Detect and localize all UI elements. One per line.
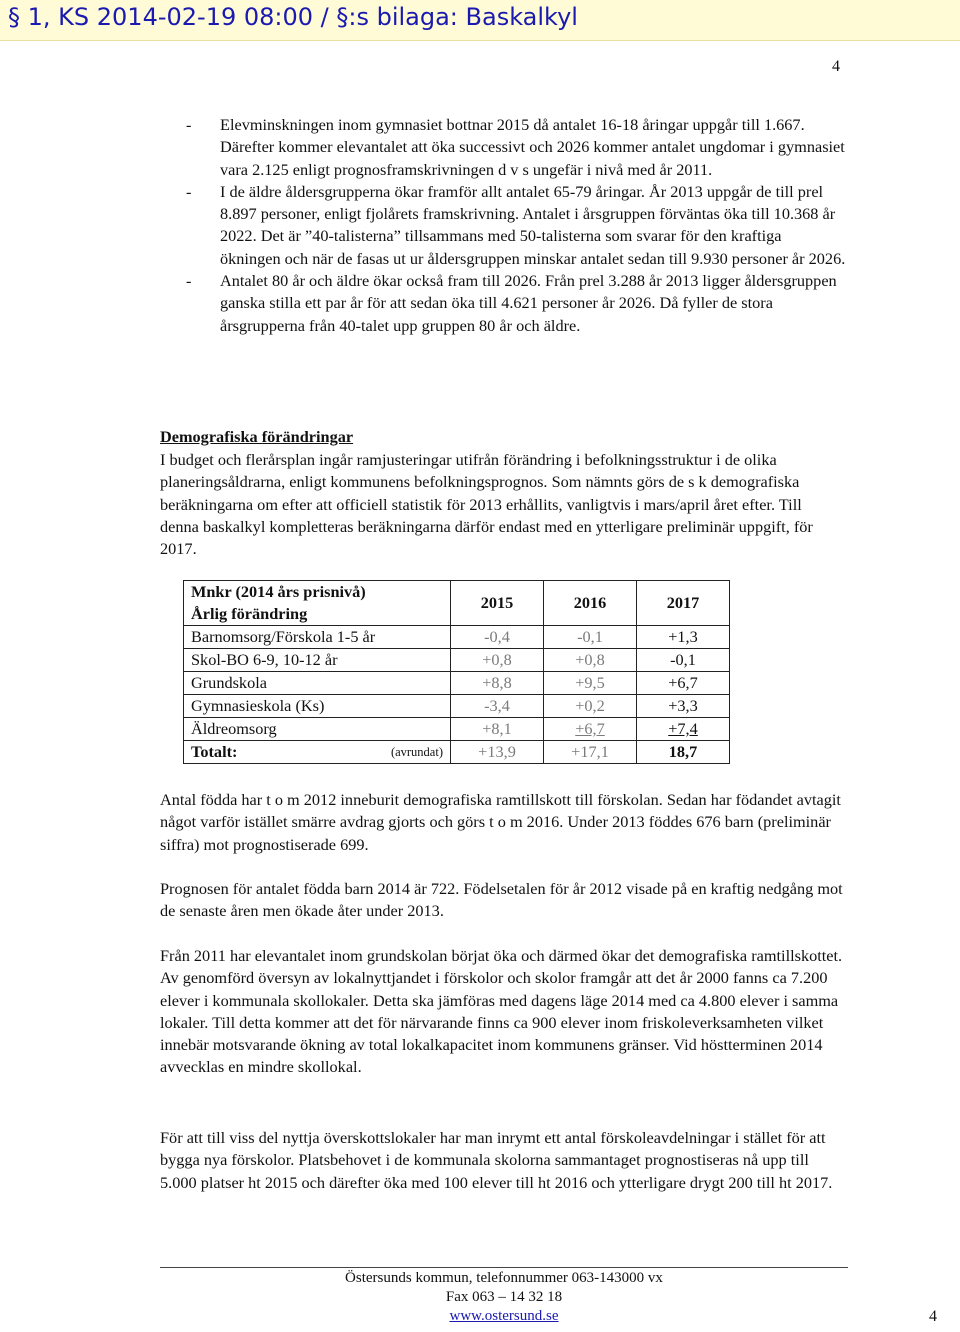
cell-2017: +7,4 [637, 718, 730, 741]
browser-tab-bar [0, 0, 960, 41]
header-line-1: Mnkr (2014 års prisnivå) [191, 582, 366, 601]
page-number-top: 4 [832, 58, 840, 75]
table-header-row [184, 581, 730, 626]
row-label: Gymnasieskola (Ks) [184, 695, 451, 718]
cell-2015: -0,4 [451, 626, 544, 649]
paragraph: För att till viss del nyttja överskottslokaler har man inrymt ett antal förskoleavdelningar i stället för att bygga nya förskolor. Platsbehovet i de kommunala skolorna sammantaget prognostiseras nå upp till 5.000 platser ht 2015 och därefter öka med 100 elever till ht 2016 och ytterligare drygt 200 till ht 2017. [160, 1128, 833, 1192]
page-number-bottom: 4 [929, 1308, 937, 1325]
bullet-item: - Elevminskningen inom gymnasiet bottnar 2015 då antalet 16-18 åringar uppgår till 1.667. Därefter kommer elevantalet att öka successivt och 2026 kommer antalet ungdomar i gymnasiet vara 2.125 enligt prognosframskrivningen d v s ungefär i nivå med år 2011. [186, 114, 846, 181]
table-row [184, 626, 730, 649]
paragraph: Antal födda har t o m 2012 inneburit demografiska ramtillskott till förskolan. Sedan har födandet avtagit något varför istället smärre avdrag gjorts och görs t o m 2016. Under 2013 föddes 676 barn (preliminär siffra) mot prognostiserade 699. [160, 790, 841, 854]
section-intro: I budget och flerårsplan ingår ramjusteringar utifrån förändring i befolkningsstruktur i de olika planeringsåldrarna, enligt kommunens befolkningsprognos. Som nämnts görs de s k demografiska beräkningarna om efter att officiell statistik för 2013 erhållits, vanligtvis i mars/april året efter. Till denna baskalkyl kompletteras beräkningarna därför endast med en ytterligare preliminär uppgift, för 2017. [160, 450, 813, 559]
table-total-row [184, 741, 730, 764]
bullet-item: - Antalet 80 år och äldre ökar också fram till 2026. Från prel 3.288 år 2013 ligger åldersgruppen ganska stilla ett par år för att sedan öka till 4.621 personer år 2026. Då fyller de stora årsgrupperna från 40-talet upp gruppen 80 år och äldre. [186, 270, 846, 337]
footer-contact: Östersunds kommun, telefonnummer 063-143000 vx [345, 1270, 663, 1286]
total-note: (avrundat) [390, 745, 443, 759]
year-header: 2016 [544, 581, 637, 626]
bullet-list [186, 114, 846, 337]
footer-divider [160, 1267, 848, 1268]
cell-2015: +8,1 [451, 718, 544, 741]
bullet-item: - I de äldre åldersgrupperna ökar framför allt antalet 65-79 åringar. År 2013 uppgår de till prel 8.897 personer, enligt fjolårets framskrivning. Antalet i årsgruppen förväntas öka till 10.368 år 2022. Det är ”40-talisterna” tillsammans med 50-talisterna som svarar för den kraftiga ökningen och när de fasas ut ur åldersgruppen minskar antalet sedan till 9.930 personer år 2026. [186, 181, 846, 270]
cell-2017: +6,7 [637, 672, 730, 695]
cell-2016: +0,2 [544, 695, 637, 718]
total-2015: +13,9 [451, 741, 544, 764]
tab-title[interactable]: § 1, KS 2014-02-19 08:00 / §:s bilaga: Baskalkyl [8, 3, 578, 31]
row-label: Äldreomsorg [184, 718, 451, 741]
table-row [184, 695, 730, 718]
paragraph: Från 2011 har elevantalet inom grundskolan börjat öka och därmed ökar det demografiska ramtillskottet. Av genomförd översyn av lokalnyttjandet i förskolor och skolor framgår att det år 2000 fanns ca 7.200 elever i kommunala skollokaler. Detta ska jämföras med dagens läge 2014 med ca 4.800 elever i samma lokaler. Till detta kommer att det för närvarande finns ca 900 elever inom friskoleverksamheten vilket innebär motsvarande ökning av total lokalkapacitet inom kommunens gränser. Vid höstterminen 2014 avvecklas en mindre skollokal. [160, 946, 843, 1077]
paragraph: Prognosen för antalet födda barn 2014 är 722. Födelsetalen för år 2012 visade på en kraftig nedgång mot de senaste åren men ökade åter under 2013. [160, 879, 843, 921]
year-header: 2017 [637, 581, 730, 626]
total-2016: +17,1 [544, 741, 637, 764]
total-2017: 18,7 [637, 741, 730, 764]
cell-2016: -0,1 [544, 626, 637, 649]
section-heading: Demografiska förändringar [160, 427, 354, 446]
footer-fax: Fax 063 – 14 32 18 [445, 1289, 563, 1305]
row-label: Barnomsorg/Förskola 1-5 år [184, 626, 451, 649]
cell-2017: -0,1 [637, 649, 730, 672]
table-row [184, 718, 730, 741]
cell-2016: +9,5 [544, 672, 637, 695]
cell-2015: -3,4 [451, 695, 544, 718]
cell-2017: +3,3 [637, 695, 730, 718]
table-header-label [184, 581, 451, 626]
cell-2015: +8,8 [451, 672, 544, 695]
cell-2017: +1,3 [637, 626, 730, 649]
table-row [184, 672, 730, 695]
table-row [184, 649, 730, 672]
cell-2016: +6,7 [544, 718, 637, 741]
budget-table [183, 580, 730, 764]
cell-2016: +0,8 [544, 649, 637, 672]
year-header: 2015 [451, 581, 544, 626]
header-line-2: Årlig förändring [191, 604, 308, 623]
row-label: Skol-BO 6-9, 10-12 år [184, 649, 451, 672]
total-label: Totalt: [191, 742, 238, 761]
footer-website-link[interactable]: www.ostersund.se [449, 1308, 559, 1324]
row-label: Grundskola [184, 672, 451, 695]
cell-2015: +0,8 [451, 649, 544, 672]
total-label-cell [184, 741, 451, 764]
